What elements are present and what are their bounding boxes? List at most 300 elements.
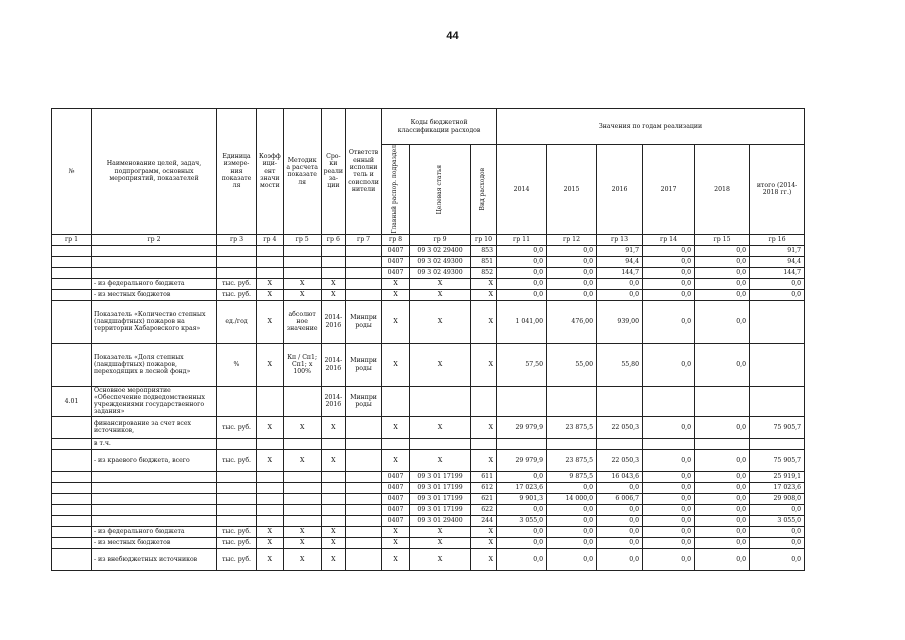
table-cell — [283, 386, 321, 416]
table-cell: X — [257, 416, 284, 438]
table-row — [52, 438, 805, 449]
table-cell: 0,0 — [643, 482, 695, 493]
table-cell: X — [382, 300, 410, 343]
table-cell: Основное мероприятие «Обеспечение подведомственных учреждениями государственного задания» — [92, 386, 217, 416]
table-cell: 0,0 — [643, 245, 695, 256]
table-cell: 0,0 — [643, 256, 695, 267]
col-number: гр 6 — [321, 234, 345, 245]
header-year-2018: 2018 — [695, 145, 750, 235]
table-row — [52, 245, 805, 256]
table-cell: 0,0 — [597, 526, 643, 537]
table-cell — [346, 526, 382, 537]
table-cell: X — [410, 526, 471, 537]
table-cell: 0,0 — [643, 515, 695, 526]
table-cell — [283, 438, 321, 449]
table-cell: 2014-2016 — [321, 343, 345, 386]
column-number-row — [52, 234, 805, 245]
table-cell: 2014-2016 — [321, 300, 345, 343]
table-cell — [346, 256, 382, 267]
table-cell — [382, 386, 410, 416]
table-cell: 0,0 — [643, 493, 695, 504]
table-cell: 0,0 — [547, 289, 597, 300]
table-cell: - из местных бюджетов — [92, 289, 217, 300]
table-cell: 94,4 — [750, 256, 805, 267]
table-cell: 57,50 — [497, 343, 547, 386]
table-cell — [257, 438, 284, 449]
table-cell: тыс. руб. — [217, 289, 257, 300]
table-cell — [346, 537, 382, 548]
table-cell: X — [321, 278, 345, 289]
table-cell: X — [257, 300, 284, 343]
table-row — [52, 493, 805, 504]
table-cell: 16 043,6 — [597, 471, 643, 482]
table-cell: 0,0 — [597, 548, 643, 570]
col-number: гр 15 — [695, 234, 750, 245]
table-row — [52, 471, 805, 482]
table-cell — [92, 245, 217, 256]
table-cell — [497, 386, 547, 416]
table-cell: X — [321, 416, 345, 438]
col-number: гр 7 — [346, 234, 382, 245]
table-cell: 0,0 — [547, 526, 597, 537]
table-cell: 0,0 — [497, 537, 547, 548]
table-cell: - из краевого бюджета, всего — [92, 449, 217, 471]
table-cell: 09 3 01 17199 — [410, 482, 471, 493]
table-cell: X — [283, 537, 321, 548]
table-cell: 3 055,0 — [750, 515, 805, 526]
table-cell: 75 905,7 — [750, 416, 805, 438]
table-cell: 17 023,6 — [497, 482, 547, 493]
table-cell — [410, 438, 471, 449]
table-cell — [346, 515, 382, 526]
table-cell: X — [283, 526, 321, 537]
table-cell: 612 — [471, 482, 497, 493]
table-cell: 0,0 — [643, 416, 695, 438]
table-cell — [217, 493, 257, 504]
table-cell: X — [321, 526, 345, 537]
table-cell: 09 3 01 29400 — [410, 515, 471, 526]
header-responsible: Ответств енный исполни тель и соисполи нители — [346, 109, 382, 235]
table-cell — [346, 289, 382, 300]
table-row — [52, 386, 805, 416]
table-cell — [597, 438, 643, 449]
table-cell — [321, 515, 345, 526]
table-row — [52, 278, 805, 289]
table-cell: 0407 — [382, 493, 410, 504]
header-year-2015: 2015 — [547, 145, 597, 235]
table-cell: X — [471, 449, 497, 471]
table-cell: X — [321, 289, 345, 300]
header-num: № — [52, 109, 92, 235]
table-cell: X — [471, 343, 497, 386]
table-cell: 852 — [471, 267, 497, 278]
table-cell: - из федерального бюджета — [92, 278, 217, 289]
table-cell: 0,0 — [695, 267, 750, 278]
table-cell — [217, 482, 257, 493]
table-cell: 0,0 — [547, 245, 597, 256]
table-cell — [410, 386, 471, 416]
header-year-2017: 2017 — [643, 145, 695, 235]
table-cell: X — [410, 278, 471, 289]
table-cell: 0,0 — [695, 289, 750, 300]
table-cell: Показатель «Количество степных (ландшафтных) пожаров на территории Хабаровского края» — [92, 300, 217, 343]
table-cell: 0,0 — [643, 267, 695, 278]
table-cell: 0407 — [382, 482, 410, 493]
table-cell — [321, 256, 345, 267]
header-period: Сро- ки реали за- ции — [321, 109, 345, 235]
table-cell: 0407 — [382, 256, 410, 267]
table-row — [52, 515, 805, 526]
table-cell — [750, 300, 805, 343]
table-cell: X — [283, 449, 321, 471]
table-cell: тыс. руб. — [217, 449, 257, 471]
table-cell: 0,0 — [750, 289, 805, 300]
table-cell — [750, 343, 805, 386]
table-cell — [643, 386, 695, 416]
table-cell — [321, 438, 345, 449]
table-cell: 0,0 — [597, 289, 643, 300]
table-cell — [217, 438, 257, 449]
table-cell — [52, 515, 92, 526]
table-cell: X — [410, 343, 471, 386]
page-number: 44 — [446, 30, 459, 42]
table-cell — [346, 438, 382, 449]
table-cell: X — [257, 449, 284, 471]
table-cell: абсолют ное значение — [283, 300, 321, 343]
header-codes: Коды бюджетной классификации расходов — [382, 109, 497, 145]
table-cell: - из местных бюджетов — [92, 537, 217, 548]
table-cell — [283, 267, 321, 278]
table-cell: 0,0 — [643, 537, 695, 548]
table-cell: X — [471, 548, 497, 570]
table-cell: X — [283, 289, 321, 300]
table-row — [52, 416, 805, 438]
table-cell — [217, 504, 257, 515]
table-cell: X — [471, 300, 497, 343]
col-number: гр 12 — [547, 234, 597, 245]
table-cell — [321, 471, 345, 482]
table-cell — [257, 493, 284, 504]
table-cell — [346, 449, 382, 471]
table-cell: 09 3 02 49300 — [410, 256, 471, 267]
table-cell — [283, 482, 321, 493]
table-cell — [52, 526, 92, 537]
table-body — [52, 245, 805, 570]
table-cell: X — [283, 548, 321, 570]
table-cell — [257, 245, 284, 256]
table-cell — [52, 471, 92, 482]
table-cell: 4.01 — [52, 386, 92, 416]
table-cell: 0,0 — [695, 482, 750, 493]
table-cell: финансирование за счет всех источников, — [92, 416, 217, 438]
table-cell: 0,0 — [695, 493, 750, 504]
table-cell: X — [382, 416, 410, 438]
table-cell: X — [321, 537, 345, 548]
table-cell — [283, 493, 321, 504]
table-cell: 09 3 01 17199 — [410, 504, 471, 515]
table-cell: 939,00 — [597, 300, 643, 343]
table-cell: X — [471, 526, 497, 537]
table-cell: 55,80 — [597, 343, 643, 386]
table-cell: 0407 — [382, 267, 410, 278]
table-cell: 25 919,1 — [750, 471, 805, 482]
table-cell: X — [283, 416, 321, 438]
table-cell: 0,0 — [497, 256, 547, 267]
table-cell: 0407 — [382, 471, 410, 482]
table-cell — [346, 416, 382, 438]
header-code-a: Главный распор. подраздел — [382, 145, 410, 235]
table-cell: 0,0 — [643, 471, 695, 482]
table-cell: 611 — [471, 471, 497, 482]
table-cell: 0,0 — [695, 526, 750, 537]
table-cell — [321, 493, 345, 504]
table-cell — [217, 515, 257, 526]
table-cell: 0407 — [382, 504, 410, 515]
table-cell — [52, 493, 92, 504]
table-cell: 6 006,7 — [597, 493, 643, 504]
table-row — [52, 300, 805, 343]
table-cell: 23 875,5 — [547, 449, 597, 471]
table-cell — [52, 416, 92, 438]
table-cell: 0,0 — [597, 482, 643, 493]
table-cell — [471, 386, 497, 416]
header-method: Методик а расчета показате ля — [283, 109, 321, 235]
table-cell: X — [321, 449, 345, 471]
table-cell: 91,7 — [750, 245, 805, 256]
table-cell: X — [283, 278, 321, 289]
table-cell — [92, 256, 217, 267]
header-code-b: Целевая статья — [410, 145, 471, 235]
table-cell: 244 — [471, 515, 497, 526]
table-cell: 14 000,0 — [547, 493, 597, 504]
table-cell: - из федерального бюджета — [92, 526, 217, 537]
table-cell: 0,0 — [497, 278, 547, 289]
table-cell — [346, 471, 382, 482]
table-cell — [217, 386, 257, 416]
table-cell: 851 — [471, 256, 497, 267]
table-cell — [257, 256, 284, 267]
table-cell: 0,0 — [497, 289, 547, 300]
table-cell: 0,0 — [547, 482, 597, 493]
col-number: гр 9 — [410, 234, 471, 245]
table-cell: 29 979,9 — [497, 416, 547, 438]
table-cell: 0,0 — [497, 526, 547, 537]
table-cell: 0,0 — [643, 289, 695, 300]
table-cell: 0,0 — [643, 526, 695, 537]
table-cell: 0,0 — [695, 278, 750, 289]
table-cell — [257, 386, 284, 416]
table-row — [52, 289, 805, 300]
table-cell — [257, 515, 284, 526]
table-cell: 0,0 — [497, 245, 547, 256]
table-cell: 0,0 — [643, 449, 695, 471]
col-number: гр 5 — [283, 234, 321, 245]
table-cell: X — [410, 449, 471, 471]
table-cell: X — [382, 548, 410, 570]
table-cell: X — [410, 537, 471, 548]
table-cell: X — [410, 300, 471, 343]
table-cell: X — [382, 289, 410, 300]
table-cell: 09 3 02 29400 — [410, 245, 471, 256]
table-cell: 9 875,5 — [547, 471, 597, 482]
table-cell: 0,0 — [643, 278, 695, 289]
table-cell: X — [321, 548, 345, 570]
col-number: гр 10 — [471, 234, 497, 245]
table-cell: 23 875,5 — [547, 416, 597, 438]
table-cell: 1 041,00 — [497, 300, 547, 343]
table-cell — [92, 471, 217, 482]
table-cell — [382, 438, 410, 449]
table-row — [52, 267, 805, 278]
table-cell — [346, 278, 382, 289]
table-cell — [217, 256, 257, 267]
table-cell: 0407 — [382, 245, 410, 256]
table-cell: 0,0 — [547, 256, 597, 267]
table-cell: ед./год — [217, 300, 257, 343]
table-cell: 0,0 — [750, 537, 805, 548]
header-coef: Коэфф ици- ент значи мости — [257, 109, 284, 235]
table-cell: в т.ч. — [92, 438, 217, 449]
table-cell — [346, 504, 382, 515]
table-cell: 0,0 — [597, 515, 643, 526]
table-cell: 29 979,9 — [497, 449, 547, 471]
table-cell: Показатель «Доля степных (ландшафтных) пожаров, переходящих в лесной фонд» — [92, 343, 217, 386]
table-cell: X — [257, 526, 284, 537]
table-cell — [52, 548, 92, 570]
table-cell: 0,0 — [643, 548, 695, 570]
table-cell: 0,0 — [695, 416, 750, 438]
table-cell: 0,0 — [695, 300, 750, 343]
table-cell — [321, 245, 345, 256]
table-cell: 0,0 — [643, 504, 695, 515]
table-cell — [283, 245, 321, 256]
table-cell: 22 050,3 — [597, 416, 643, 438]
table-cell: X — [257, 548, 284, 570]
table-cell — [597, 386, 643, 416]
table-cell — [547, 386, 597, 416]
table-cell — [695, 438, 750, 449]
table-cell — [52, 482, 92, 493]
table-cell — [92, 267, 217, 278]
table-cell: 09 3 01 17199 — [410, 493, 471, 504]
table-cell — [750, 438, 805, 449]
table-cell: 0,0 — [547, 548, 597, 570]
table-cell — [92, 493, 217, 504]
table-cell: 55,00 — [547, 343, 597, 386]
table-cell — [52, 289, 92, 300]
col-number: гр 1 — [52, 234, 92, 245]
table-cell: X — [410, 289, 471, 300]
table-cell: % — [217, 343, 257, 386]
table-cell: тыс. руб. — [217, 526, 257, 537]
table-cell — [52, 256, 92, 267]
table-cell: 0,0 — [750, 526, 805, 537]
table-cell — [346, 493, 382, 504]
table-cell: X — [471, 537, 497, 548]
table-cell: X — [257, 343, 284, 386]
col-number: гр 14 — [643, 234, 695, 245]
table-cell: X — [471, 289, 497, 300]
table-cell — [471, 438, 497, 449]
table-cell: Минпри роды — [346, 300, 382, 343]
table-row — [52, 548, 805, 570]
table-cell — [52, 278, 92, 289]
table-cell: 0,0 — [750, 548, 805, 570]
header-year-2016: 2016 — [597, 145, 643, 235]
table-cell — [497, 438, 547, 449]
table-cell: тыс. руб. — [217, 278, 257, 289]
header-code-c: Вид расходов — [471, 145, 497, 235]
table-row — [52, 526, 805, 537]
table-row — [52, 537, 805, 548]
table-cell: 3 055,0 — [497, 515, 547, 526]
table-cell — [92, 515, 217, 526]
table-cell: 09 3 01 17199 — [410, 471, 471, 482]
table-cell — [52, 343, 92, 386]
table-cell: 0,0 — [597, 504, 643, 515]
table-cell — [346, 548, 382, 570]
table-cell — [52, 504, 92, 515]
table-row — [52, 343, 805, 386]
table-cell: 0,0 — [547, 278, 597, 289]
table-cell — [346, 482, 382, 493]
table-cell: 22 050,3 — [597, 449, 643, 471]
table-cell: X — [257, 278, 284, 289]
table-cell: 0,0 — [750, 504, 805, 515]
table-cell: X — [382, 343, 410, 386]
table-cell: 0,0 — [497, 548, 547, 570]
table-cell — [217, 245, 257, 256]
table-cell — [643, 438, 695, 449]
table-cell: 144,7 — [750, 267, 805, 278]
table-cell: тыс. руб. — [217, 537, 257, 548]
table-cell — [547, 438, 597, 449]
table-cell: 622 — [471, 504, 497, 515]
table-cell — [52, 267, 92, 278]
table-cell: 0,0 — [695, 548, 750, 570]
table-cell: 0,0 — [695, 515, 750, 526]
table-cell: Кп / Сп1; Сп1; х 100% — [283, 343, 321, 386]
table-cell: тыс. руб. — [217, 548, 257, 570]
table-cell: 0,0 — [497, 504, 547, 515]
table-cell — [52, 438, 92, 449]
table-cell — [346, 245, 382, 256]
table-row — [52, 482, 805, 493]
table-cell: X — [382, 449, 410, 471]
table-cell: 0,0 — [695, 256, 750, 267]
table-cell: 0,0 — [695, 343, 750, 386]
table-cell: 0,0 — [497, 267, 547, 278]
table-cell: 29 908,0 — [750, 493, 805, 504]
table-cell: X — [382, 537, 410, 548]
table-row — [52, 504, 805, 515]
col-number: гр 3 — [217, 234, 257, 245]
table-header — [52, 109, 805, 246]
table-cell — [283, 504, 321, 515]
table-cell: 0,0 — [597, 537, 643, 548]
table-cell: 9 901,3 — [497, 493, 547, 504]
table-cell — [257, 471, 284, 482]
table-cell — [283, 515, 321, 526]
header-year-2014: 2014 — [497, 145, 547, 235]
table-cell: 0407 — [382, 515, 410, 526]
table-cell — [695, 386, 750, 416]
table-cell — [321, 267, 345, 278]
table-cell: 853 — [471, 245, 497, 256]
table-row — [52, 256, 805, 267]
table-cell: тыс. руб. — [217, 416, 257, 438]
table-cell: 0,0 — [547, 267, 597, 278]
